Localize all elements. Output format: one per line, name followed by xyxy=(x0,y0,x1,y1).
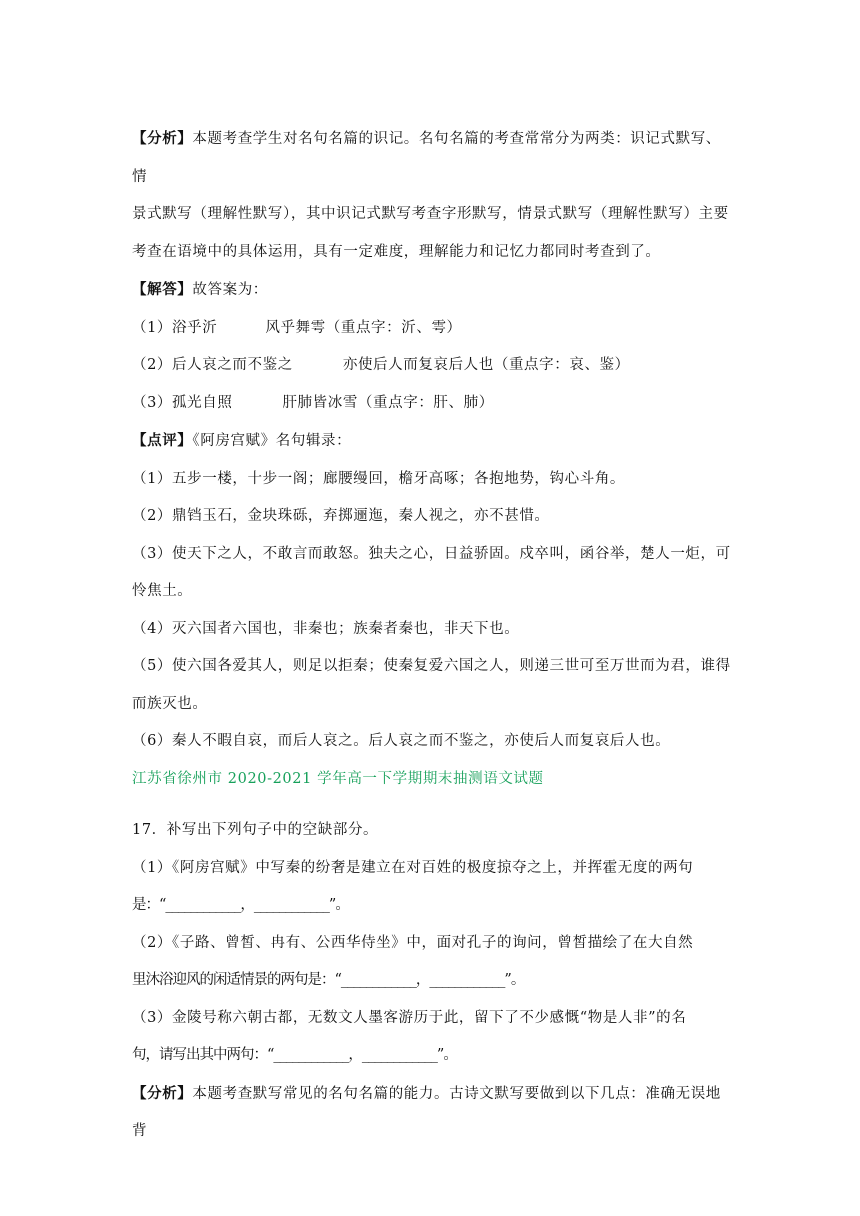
analysis-tag: 【分析】 xyxy=(132,1084,193,1102)
answer-b: 肝肺皆冰雪（重点字：肝、肺） xyxy=(282,394,494,411)
review-tag: 【点评】 xyxy=(132,432,193,449)
answer-num: （1） xyxy=(132,319,173,336)
review-item xyxy=(132,536,732,611)
question-line: （1）《阿房宫赋》中写秦的纷奢是建立在对百姓的极度掠夺之上，并挥霍无度的两句 xyxy=(132,859,694,876)
question-line: 是：“____________，____________”。 xyxy=(132,897,349,913)
review-text: 《阿房宫赋》名句辑录： xyxy=(192,433,352,449)
document-page xyxy=(132,120,732,1151)
review-line: 而族灭也。 xyxy=(132,695,208,712)
review-item xyxy=(132,498,732,536)
review-line: （5）使六国各爱其人，则足以拒秦；使秦复爱六国之人，则递三世可至万世而为君，谁得 xyxy=(132,658,731,674)
analysis-paragraph-1 xyxy=(132,120,732,271)
answer-b: 风乎舞雩（重点字：沂、雩） xyxy=(265,319,462,336)
answer-text: 故答案为： xyxy=(192,282,268,298)
answer-num: （2） xyxy=(132,357,173,373)
answer-tag: 【解答】 xyxy=(132,281,193,298)
answer-item xyxy=(132,310,732,348)
answer-heading xyxy=(132,271,732,310)
analysis-line: 考查在语境中的具体运用，具有一定难度，理解能力和记忆力都同时考查到了。 xyxy=(132,243,661,260)
question-item xyxy=(132,850,732,925)
review-item xyxy=(132,461,732,499)
question-line: 句，请写出其中两句：“____________，____________”。 xyxy=(132,1047,457,1063)
review-line: 怜焦土。 xyxy=(132,583,193,599)
question-item xyxy=(132,925,732,1000)
review-line: （1）五步一楼，十步一阁；廊腰缦回，檐牙高啄；各抱地势，钩心斗角。 xyxy=(132,470,626,487)
review-item xyxy=(132,611,732,649)
answer-num: （3） xyxy=(132,394,173,411)
question-line: 里沐浴迎风的闲适情景的两句是：“____________，____________”。 xyxy=(132,972,525,988)
review-line: （2）鼎铛玉石，金块珠砾，弃掷逦迤，秦人视之，亦不甚惜。 xyxy=(132,508,550,524)
review-heading xyxy=(132,422,732,461)
answer-item xyxy=(132,385,732,423)
question-title: 17．补写出下列句子中的空缺部分。 xyxy=(132,822,379,838)
question-line: （2）《子路、曾皙、冉有、公西华侍坐》中，面对孔子的询问，曾皙描绘了在大自然 xyxy=(132,934,694,951)
analysis-tag: 【分析】 xyxy=(132,130,193,147)
analysis-line: 景式默写（理解性默写），其中识记式默写考查字形默写，情景式默写（理解性默写）主要 xyxy=(132,206,729,222)
review-line: （6）秦人不暇自哀，而后人哀之。后人哀之而不鉴之，亦使后人而复哀后人也。 xyxy=(132,733,671,749)
source-title: 江苏省徐州市 2020-2021 学年高一下学期期末抽测语文试题 xyxy=(132,770,544,787)
question-line: （3）金陵号称六朝古都，无数文人墨客游历于此，留下了不少感慨“物是人非”的名 xyxy=(132,1009,687,1026)
answer-b: 亦使后人而复哀后人也（重点字：哀、鉴） xyxy=(342,357,630,373)
review-line: （4）灭六国者六国也，非秦也；族秦者秦也，非天下也。 xyxy=(132,620,520,637)
answer-a: 后人哀之而不鉴之 xyxy=(172,357,293,373)
answer-a: 浴乎沂 xyxy=(172,319,218,336)
analysis-line: 本题考查学生对名句名篇的识记。名句名篇的考查常常分为两类：识记式默写、情 xyxy=(132,131,721,185)
answer-item xyxy=(132,347,732,385)
review-item xyxy=(132,723,732,761)
analysis-line: 本题考查默写常见的名句名篇的能力。古诗文默写要做到以下几点：准确无误地背 xyxy=(132,1085,721,1139)
analysis-paragraph-2 xyxy=(132,1075,732,1151)
review-item xyxy=(132,648,732,723)
answer-a: 孤光自照 xyxy=(172,394,233,411)
question-item xyxy=(132,1000,732,1075)
review-line: （3）使天下之人，不敢言而敢怒。独夫之心，日益骄固。戍卒叫，函谷举，楚人一炬，可 xyxy=(132,545,731,562)
